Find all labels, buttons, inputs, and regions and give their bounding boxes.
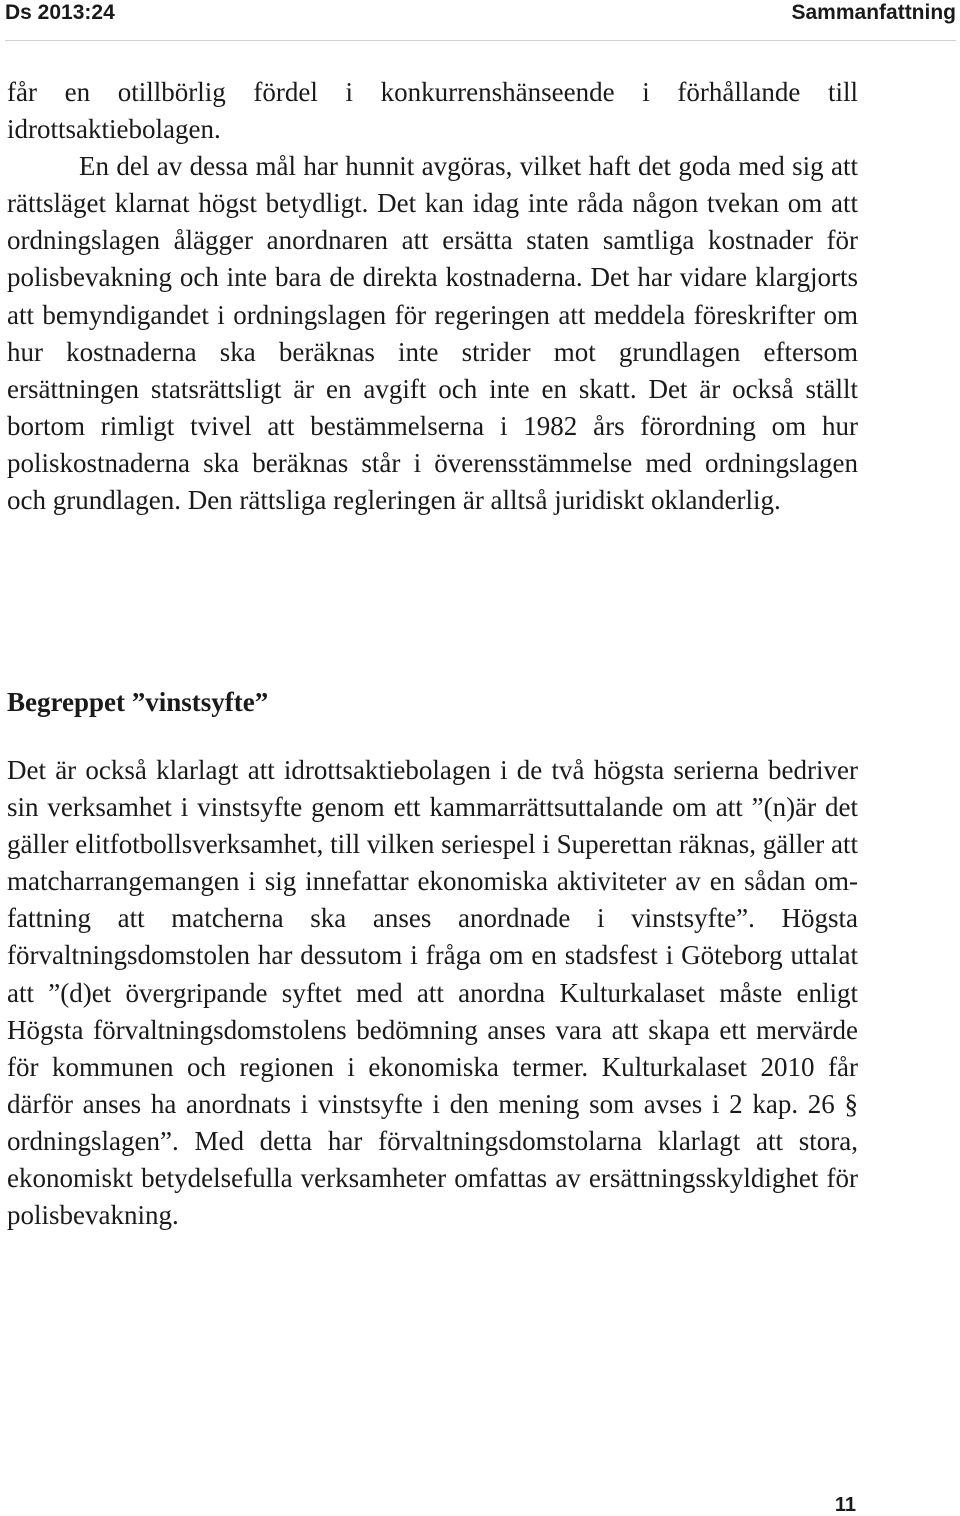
header-divider	[5, 40, 956, 41]
paragraph-3: Det är också klarlagt att idrottsaktiebolagen i de två högsta serierna bedriver sin verksamhet i vinstsyfte genom ett kammarrättsuttalande om att ”(n)är det gäller elitfotbollsverksamhet, till vilken seriespel i Superettan räknas, gäller att matcharrangemangen i sig innefattar ekonomiska aktiviteter av en sådan omfattning att matcherna ska anses anordnade i vinstsyfte”. Högsta förvaltningsdomstolen har dessutom i fråga om en stadsfest i Göteborg uttalat att ”(d)et övergripande syftet med att anordna Kulturkalaset måste enligt Högsta förvaltningsdomstolens bedömning anses vara att skapa ett mervärde för kommunen och regionen i ekonomiska termer. Kulturkalaset 2010 får därför anses ha anordnats i vinstsyfte i den mening som avses i 2 kap. 26 § ordningslagen”. Med detta har förvaltningsdomstolarna klarlagt att stora, ekonomiskt betydelsefulla verksamheter omfattas av ersättningsskyldighet för polisbevakning.	[7, 755, 858, 1231]
text-block-1	[7, 74, 858, 519]
paragraph-2: En del av dessa mål har hunnit avgöras, vilket haft det goda med sig att rättsläget klarnat högst betydligt. Det kan idag inte råda någon tvekan om att ordningslagen ålägger anordnaren att ersätta staten samtliga kostnader för polisbevakning och inte bara de direkta kostnaderna. Det har vidare klargjorts att bemyndigandet i ordningslagen för regeringen att meddela föreskrifter om hur kostnaderna ska beräknas inte strider mot grundlagen eftersom ersättningen statsrättsligt är en avgift och inte en skatt. Det är också ställt bortom rimligt tvivel att bestämmelserna i 1982 års förordning om hur poliskostnaderna ska beräknas står i överensstämmelse med ordningslagen och grundlagen. Den rättsliga regleringen är alltså juridiskt oklanderlig.	[7, 151, 858, 516]
text-block-2	[7, 752, 858, 1234]
section-title: Sammanfattning	[791, 1, 956, 24]
running-header	[0, 0, 960, 26]
document-id: Ds 2013:24	[5, 1, 115, 24]
page-number: 11	[834, 1494, 856, 1516]
paragraph-1: får en otillbörlig fördel i konkurrenshänseende i förhållande till idrottsaktiebolagen.	[7, 77, 858, 145]
section-heading: Begreppet ”vinstsyfte”	[7, 687, 269, 717]
